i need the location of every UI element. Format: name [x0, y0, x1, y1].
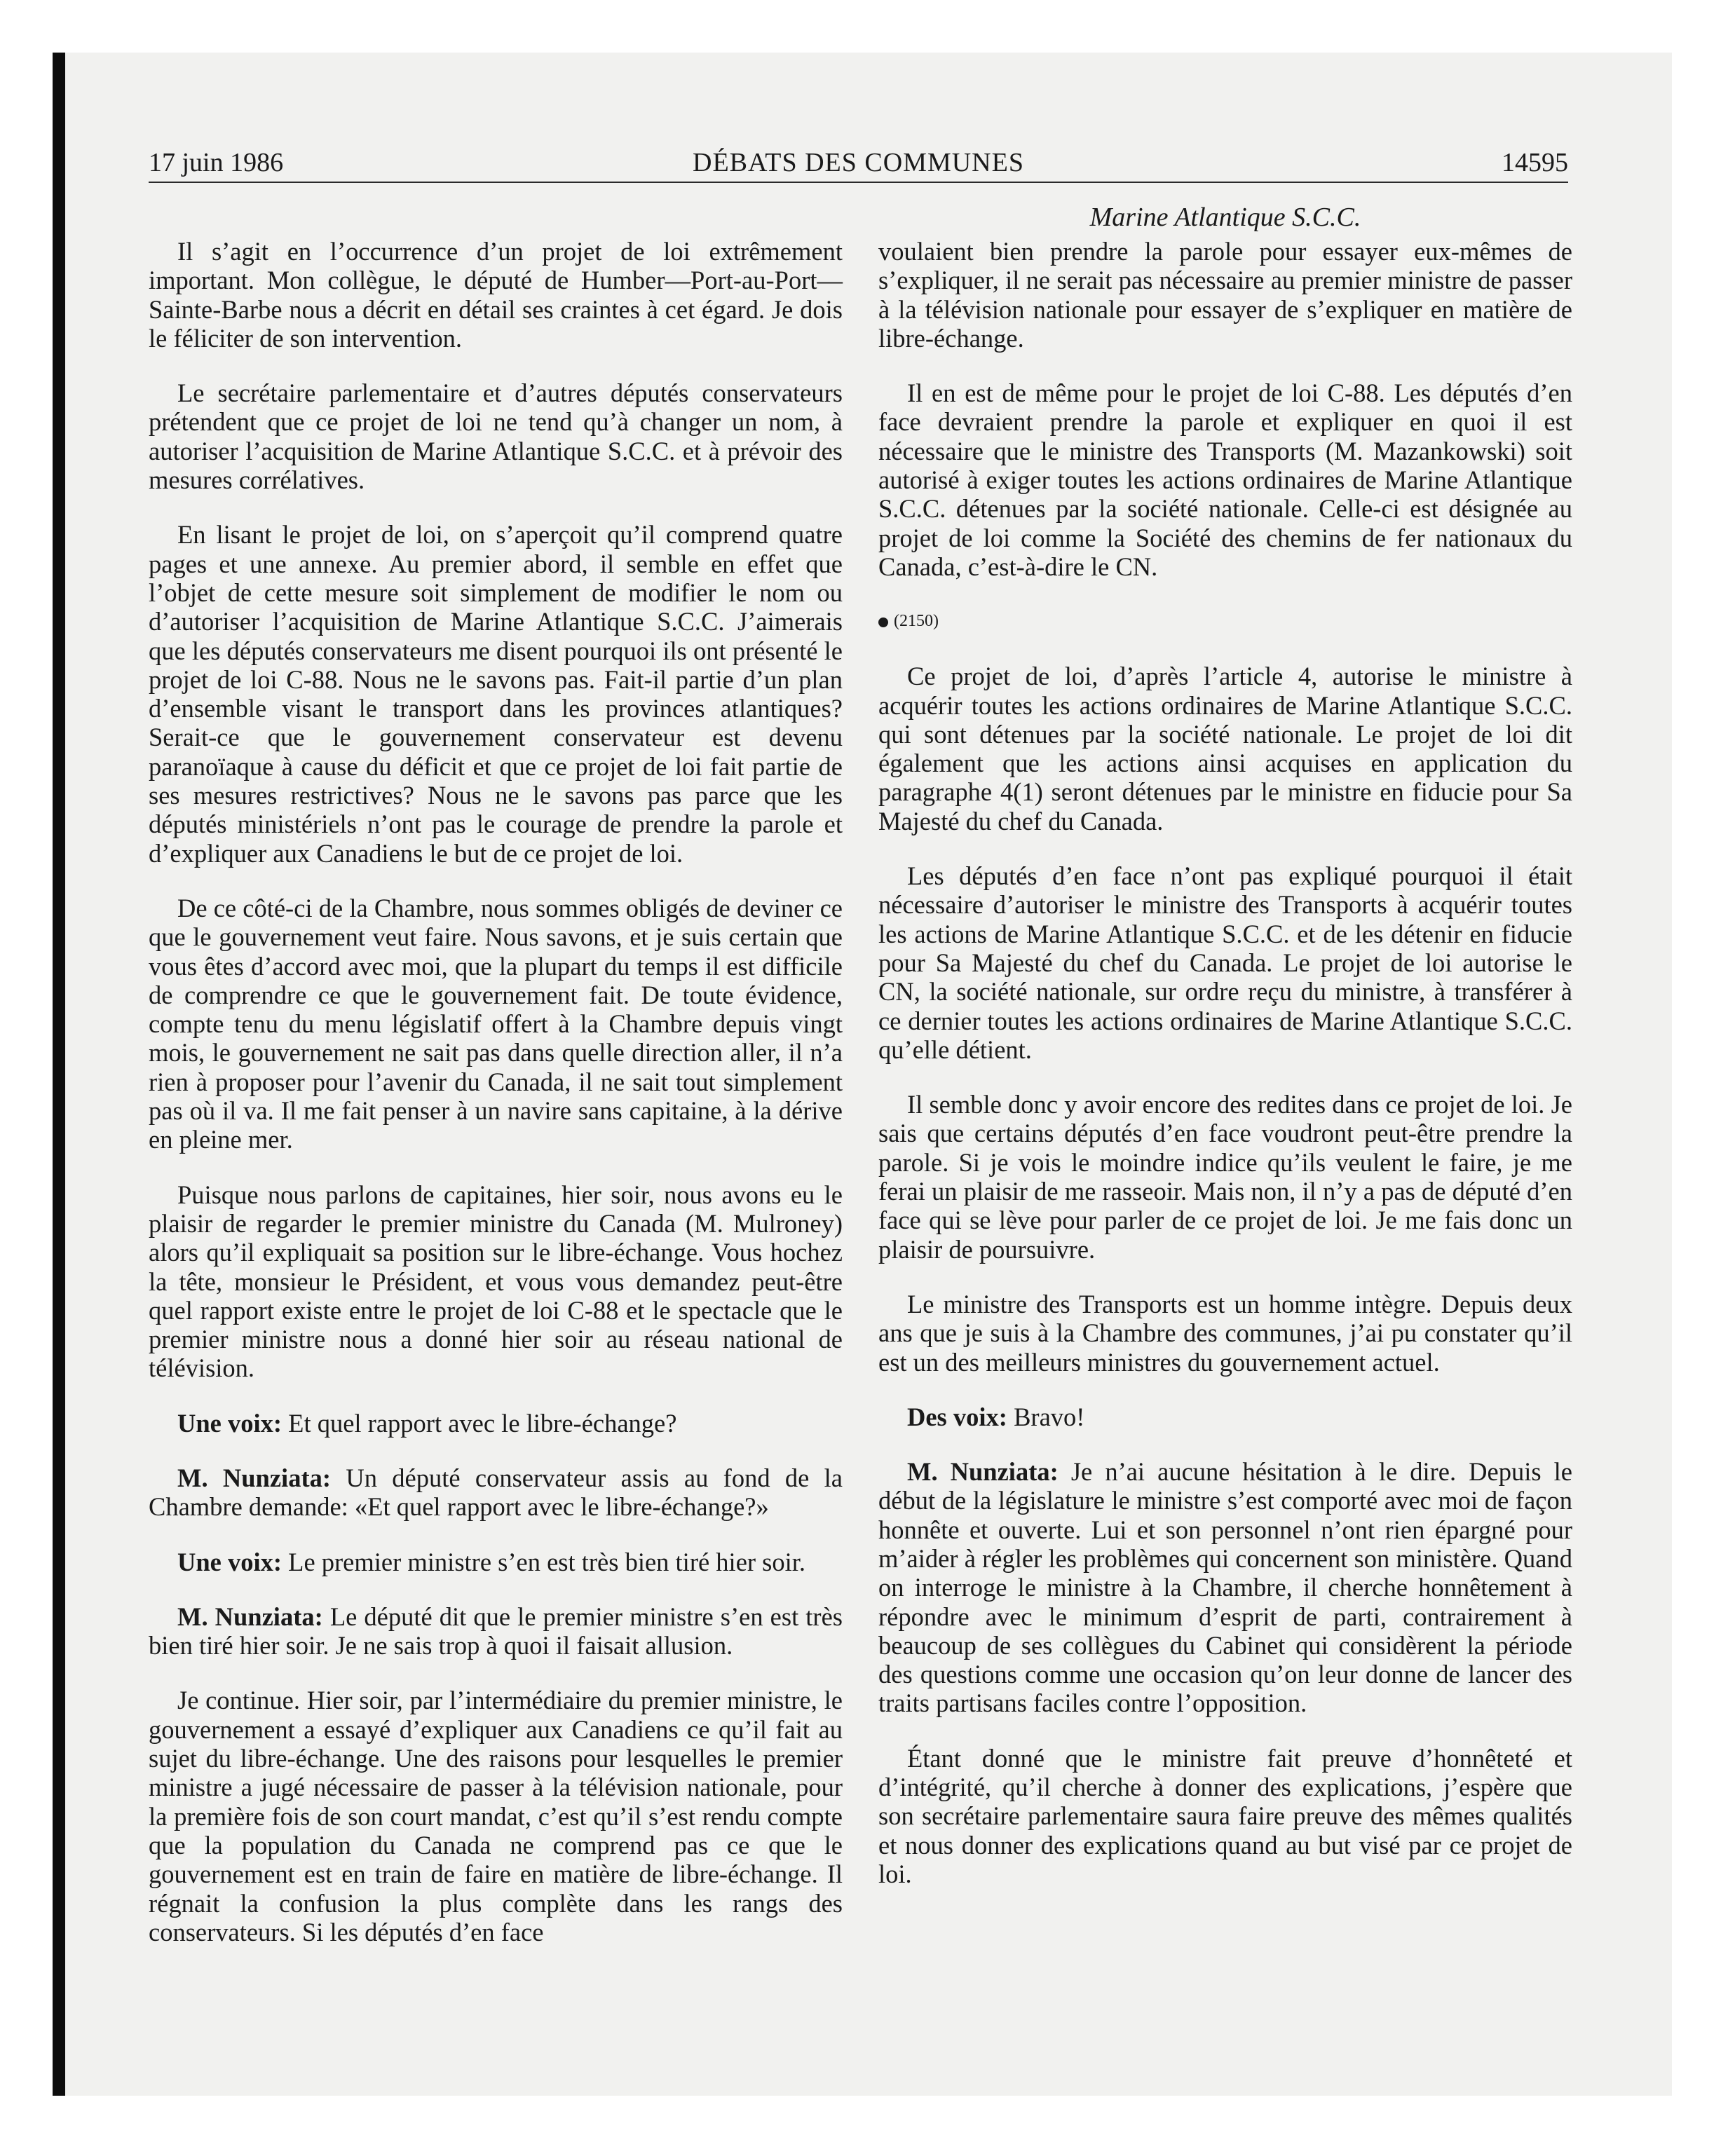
- speech-text: Bravo!: [1007, 1402, 1085, 1431]
- paragraph: Il s’agit en l’occurrence d’un projet de loi extrêmement important. Mon collègue, le député de Humber—Port-au-Port—Sainte-Barbe nous a décrit en détail ses craintes à cet égard. Je dois le féliciter de son intervention.: [149, 237, 843, 353]
- running-head: Marine Atlantique S.C.C.: [1089, 203, 1361, 232]
- paragraph: Il semble donc y avoir encore des redites dans ce projet de loi. Je sais que certains députés d’en face voudront peut-être prendre la parole. Si je vois le moindre indice qu’ils veulent le faire, je me ferai un plaisir de me rasseoir. Mais non, il n’y a pas de député d’en face qui se lève pour parler de ce projet de loi. Je me fais donc un plaisir de poursuivre.: [878, 1090, 1572, 1264]
- speaker-name: Une voix:: [177, 1408, 283, 1438]
- paragraph: Étant donné que le ministre fait preuve d’honnêteté et d’intégrité, qu’il cherche à donner des explications, j’espère que son secrétaire parlementaire saura faire preuve des mêmes qualités et nous donner des explications quand au but visé par ce projet de loi.: [878, 1743, 1572, 1888]
- timestamp-text: (2150): [894, 612, 939, 631]
- speaker-name: Des voix:: [907, 1402, 1007, 1431]
- speech-text: Je n’ai aucune hésitation à le dire. Depuis le début de la législature le ministre s’est comporté avec moi de façon honnête et ouverte. Lui et son personnel n’ont rien épargné pour m’aider à régler les problèmes qui concernent son ministère. Quand on interroge le ministre à la Chambre, il cherche honnêtement à répondre avec le minimum d’esprit de parti, contrairement à beaucoup de ses collègues du Cabinet qui considèrent la période des questions comme une occasion qu’on leur donne de lancer des traits partisans faciles contre l’opposition.: [878, 1457, 1572, 1718]
- paragraph: Le secrétaire parlementaire et d’autres députés conservateurs prétendent que ce projet de loi ne tend qu’à changer un nom, à autoriser l’acquisition de Marine Atlantique S.C.C. et à prévoir des mesures corrélatives.: [149, 378, 843, 495]
- paragraph: Ce projet de loi, d’après l’article 4, autorise le ministre à acquérir toutes les actions ordinaires de Marine Atlantique S.C.C. qui sont détenues par la société nationale. Le projet de loi dit également que les actions ainsi acquises en application du paragraphe 4(1) seront détenues par le ministre en fiducie pour Sa Majesté du chef du Canada.: [878, 662, 1572, 835]
- paragraph: Puisque nous parlons de capitaines, hier soir, nous avons eu le plaisir de regarder le premier ministre du Canada (M. Mulroney) alors qu’il expliquait sa position sur le libre-échange. Vous hochez la tête, monsieur le Président, et vous vous demandez peut-être quel rapport existe entre le projet de loi C-88 et le spectacle que le premier ministre nous a donné hier soir au réseau national de télévision.: [149, 1180, 843, 1383]
- speech: [878, 1457, 1572, 1718]
- speech: [149, 1464, 843, 1522]
- paragraph: Le ministre des Transports est un homme intègre. Depuis deux ans que je suis à la Chambre des communes, j’ai pu constater qu’il est un des meilleurs ministres du gouvernement actuel.: [878, 1289, 1572, 1377]
- speech-text: Le député dit que le premier ministre s’en est très bien tiré hier soir. Je ne sais trop à quoi il faisait allusion.: [149, 1602, 843, 1660]
- speech-text: Le premier ministre s’en est très bien tiré hier soir.: [282, 1547, 806, 1576]
- speaker-name: M. Nunziata:: [177, 1463, 332, 1492]
- header-date: 17 juin 1986: [149, 148, 284, 177]
- right-column: [878, 237, 1572, 1914]
- paragraph: En lisant le projet de loi, on s’aperçoit qu’il comprend quatre pages et une annexe. Au premier abord, il semble en effet que l’objet de cette mesure soit simplement de modifier le nom ou d’autoriser l’acquisition de Marine Atlantique S.C.C. J’aimerais que les députés conservateurs me disent pourquoi ils ont présenté le projet de loi C-88. Nous ne le savons pas. Fait-il partie d’un plan d’ensemble visant le transport dans les provinces atlantiques? Serait-ce que le gouvernement conservateur est devenu paranoïaque à cause du déficit et que ce projet de loi fait partie de ses mesures restrictives? Nous ne le savons pas parce que les députés ministériels n’ont pas le courage de prendre la parole et d’expliquer aux Canadiens le but de ce projet de loi.: [149, 520, 843, 868]
- speech-text: Un député conservateur assis au fond de la Chambre demande: «Et quel rapport avec le libre-échange?»: [149, 1463, 843, 1522]
- scan-border: [53, 53, 65, 2096]
- speech: [149, 1602, 843, 1660]
- speech-text: Et quel rapport avec le libre-échange?: [282, 1408, 677, 1438]
- speech: [149, 1409, 843, 1438]
- paragraph: voulaient bien prendre la parole pour essayer eux-mêmes de s’expliquer, il ne serait pas nécessaire au premier ministre de passer à la télévision nationale pour essayer de s’expliquer en matière de libre-échange.: [878, 237, 1572, 353]
- paragraph: De ce côté-ci de la Chambre, nous sommes obligés de deviner ce que le gouvernement veut faire. Nous savons, et je suis certain que vous êtes d’accord avec moi, que la plupart du temps il est difficile de comprendre ce que le gouvernement fait. De toute évidence, compte tenu du menu législatif offert à la Chambre depuis vingt mois, le gouvernement ne sait pas dans quelle direction aller, il n’a rien à proposer pour l’avenir du Canada, il ne sait tout simplement pas où il va. Il me fait penser à un navire sans capitaine, à la dérive en pleine mer.: [149, 893, 843, 1154]
- speaker-name: Une voix:: [177, 1547, 283, 1576]
- timestamp: [878, 607, 1572, 636]
- left-column: [149, 237, 843, 1972]
- header-page-number: 14595: [1502, 148, 1568, 177]
- speech: [149, 1548, 843, 1576]
- speaker-name: M. Nunziata:: [907, 1457, 1059, 1487]
- page-header: [149, 144, 1568, 183]
- speaker-name: M. Nunziata:: [177, 1602, 323, 1631]
- speech: [878, 1403, 1572, 1431]
- paragraph: Il en est de même pour le projet de loi C-88. Les députés d’en face devraient prendre la parole et expliquer en quoi il est nécessaire que le ministre des Transports (M. Mazankowski) soit autorisé à exiger toutes les actions ordinaires de Marine Atlantique S.C.C. détenues par la société nationale. Celle-ci est désignée au projet de loi comme la Société des chemins de fer nationaux du Canada, c’est-à-dire le CN.: [878, 378, 1572, 581]
- paragraph: Je continue. Hier soir, par l’intermédiaire du premier ministre, le gouvernement a essayé d’expliquer aux Canadiens ce qu’il fait au sujet du libre-échange. Une des raisons pour lesquelles le premier ministre a jugé nécessaire de passer à la télévision nationale, pour la première fois de son court mandat, c’est qu’il s’est rendu compte que la population du Canada ne comprend pas ce que le gouvernement est en train de faire en matière de libre-échange. Il régnait la confusion la plus complète dans les rangs des conservateurs. Si les députés d’en face: [149, 1686, 843, 1946]
- header-title: DÉBATS DES COMMUNES: [693, 148, 1024, 177]
- bullet-icon: [878, 618, 888, 627]
- paragraph: Les députés d’en face n’ont pas expliqué pourquoi il était nécessaire d’autoriser le ministre des Transports à acquérir toutes les actions de Marine Atlantique S.C.C. et de les détenir en fiducie pour Sa Majesté du chef du Canada. Le projet de loi autorise le CN, la société nationale, sur ordre reçu du ministre, à transférer à ce dernier toutes les actions ordinaires de Marine Atlantique S.C.C. qu’elle détient.: [878, 861, 1572, 1064]
